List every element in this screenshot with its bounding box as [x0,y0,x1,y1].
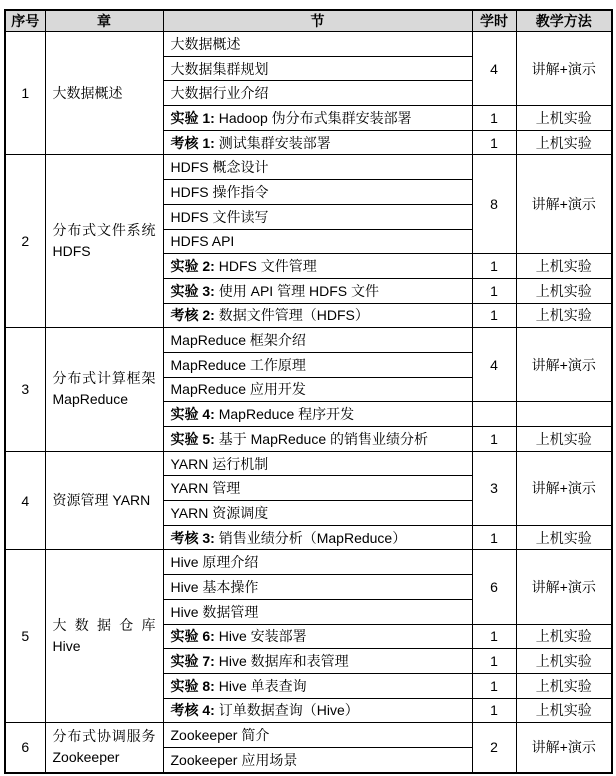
hours-cell: 1 [472,649,516,674]
table-row [5,328,612,353]
chapter-number-cell: 1 [5,32,45,155]
section-text: Hive 原理介绍 [170,554,259,571]
section-text: Hive 安装部署 [218,628,307,645]
section-label: 实验 1: [170,109,215,126]
section-cell [163,106,472,131]
hours-cell: 1 [472,427,516,452]
section-text: Hive 单表查询 [218,677,307,694]
section-cell [163,155,472,180]
chapter-number-cell: 6 [5,723,45,773]
hours-cell: 1 [472,303,516,328]
section-cell [163,204,472,229]
section-cell [163,278,472,303]
method-cell: 上机实验 [516,254,612,279]
section-cell [163,673,472,698]
section-cell [163,550,472,575]
method-cell: 上机实验 [516,130,612,155]
chapter-title-line: 大数据概述 [52,84,123,101]
section-cell [163,180,472,205]
hours-cell: 1 [472,525,516,550]
method-cell: 讲解+演示 [516,723,612,773]
section-text: MapReduce 程序开发 [218,406,355,423]
section-cell [163,649,472,674]
chapter-title-cell [45,451,163,550]
method-cell: 讲解+演示 [516,328,612,402]
section-text: Hive 数据管理 [170,603,259,620]
column-header-4: 学时 [472,10,516,32]
section-text: HDFS 文件管理 [218,258,317,275]
chapter-title-line: Hive [52,638,81,655]
section-cell [163,575,472,600]
section-cell [163,32,472,57]
column-header-3: 节 [163,10,472,32]
method-cell: 讲解+演示 [516,32,612,106]
section-label: 考核 3: [170,529,215,546]
hours-cell: 1 [472,698,516,723]
method-cell [516,402,612,427]
section-text: HDFS API [170,233,235,250]
section-text: 大数据行业介绍 [170,85,269,102]
section-cell [163,698,472,723]
hours-cell: 2 [472,723,516,773]
method-cell: 讲解+演示 [516,550,612,624]
chapter-title-cell [45,328,163,451]
section-cell [163,427,472,452]
section-text: HDFS 操作指令 [170,183,269,200]
hours-cell: 1 [472,673,516,698]
section-text: MapReduce 框架介绍 [170,332,306,349]
method-cell: 讲解+演示 [516,451,612,525]
section-label: 考核 4: [170,702,215,719]
column-header-1: 序号 [5,10,45,32]
chapter-title-line: Zookeeper [52,749,120,766]
section-text: 测试集群安装部署 [218,134,331,151]
chapter-number-cell: 2 [5,155,45,328]
section-cell [163,525,472,550]
chapter-title-cell [45,550,163,723]
section-label: 实验 2: [170,258,215,275]
hours-cell [472,402,516,427]
course-schedule-table [4,9,613,774]
chapter-title-cell [45,155,163,328]
section-text: 大数据概述 [170,35,241,52]
method-cell: 上机实验 [516,303,612,328]
hours-cell: 4 [472,328,516,402]
hours-cell: 1 [472,278,516,303]
section-text: YARN 资源调度 [170,504,269,521]
chapter-title-line: 大数据仓库 [52,617,156,634]
hours-cell: 1 [472,254,516,279]
section-label: 实验 7: [170,653,215,670]
section-label: 考核 2: [170,307,215,324]
section-text: MapReduce 工作原理 [170,356,306,373]
section-text: YARN 运行机制 [170,455,269,472]
section-cell [163,377,472,402]
hours-cell: 3 [472,451,516,525]
chapter-number-cell: 5 [5,550,45,723]
section-cell [163,328,472,353]
section-cell [163,451,472,476]
section-text: Zookeeper 简介 [170,727,270,744]
section-cell [163,229,472,254]
section-label: 实验 5: [170,430,215,447]
method-cell: 上机实验 [516,106,612,131]
hours-cell: 1 [472,624,516,649]
section-cell [163,723,472,748]
chapter-title-line: 分布式文件系统 [52,222,156,239]
section-text: Hive 数据库和表管理 [218,653,349,670]
chapter-title-line: 分布式计算框架 [52,370,156,387]
section-text: 销售业绩分析（MapReduce） [218,529,407,546]
column-header-2: 章 [45,10,163,32]
section-cell [163,130,472,155]
method-cell: 上机实验 [516,673,612,698]
table-row [5,550,612,575]
hours-cell: 4 [472,32,516,106]
method-cell: 上机实验 [516,624,612,649]
section-text: Hive 基本操作 [170,578,259,595]
section-text: MapReduce 应用开发 [170,381,306,398]
section-text: 数据文件管理（HDFS） [218,307,369,324]
section-text: HDFS 概念设计 [170,159,269,176]
chapter-title-cell [45,723,163,773]
section-text: Zookeeper 应用场景 [170,751,298,768]
section-cell [163,476,472,501]
header-row [5,10,612,32]
table-row [5,155,612,180]
column-header-5: 教学方法 [516,10,612,32]
method-cell: 讲解+演示 [516,155,612,254]
hours-cell: 8 [472,155,516,254]
method-cell: 上机实验 [516,278,612,303]
section-text: HDFS 文件读写 [170,208,269,225]
section-label: 实验 4: [170,406,215,423]
section-text: 订单数据查询（Hive） [218,702,359,719]
chapter-title-cell [45,32,163,155]
method-cell: 上机实验 [516,698,612,723]
section-text: 大数据集群规划 [170,60,269,77]
table-row [5,32,612,57]
section-cell [163,81,472,106]
section-cell [163,747,472,772]
section-cell [163,56,472,81]
chapter-number-cell: 3 [5,328,45,451]
hours-cell: 1 [472,106,516,131]
method-cell: 上机实验 [516,649,612,674]
chapter-title-line: MapReduce [52,391,128,408]
table-row [5,723,612,748]
method-cell: 上机实验 [516,525,612,550]
chapter-number-cell: 4 [5,451,45,550]
section-text: Hadoop 伪分布式集群安装部署 [218,109,412,126]
section-cell [163,501,472,526]
hours-cell: 6 [472,550,516,624]
section-label: 实验 3: [170,282,215,299]
section-cell [163,624,472,649]
chapter-title-line: 资源管理 YARN [52,492,151,509]
section-text: 基于 MapReduce 的销售业绩分析 [218,430,429,447]
section-cell [163,352,472,377]
section-label: 实验 6: [170,628,215,645]
method-cell: 上机实验 [516,427,612,452]
section-cell [163,599,472,624]
section-text: 使用 API 管理 HDFS 文件 [218,282,379,299]
section-label: 实验 8: [170,677,215,694]
section-cell [163,402,472,427]
section-label: 考核 1: [170,134,215,151]
chapter-title-line: 分布式协调服务 [52,728,156,745]
section-cell [163,303,472,328]
table-row [5,451,612,476]
section-cell [163,254,472,279]
hours-cell: 1 [472,130,516,155]
chapter-title-line: HDFS [52,243,91,260]
section-text: YARN 管理 [170,480,241,497]
